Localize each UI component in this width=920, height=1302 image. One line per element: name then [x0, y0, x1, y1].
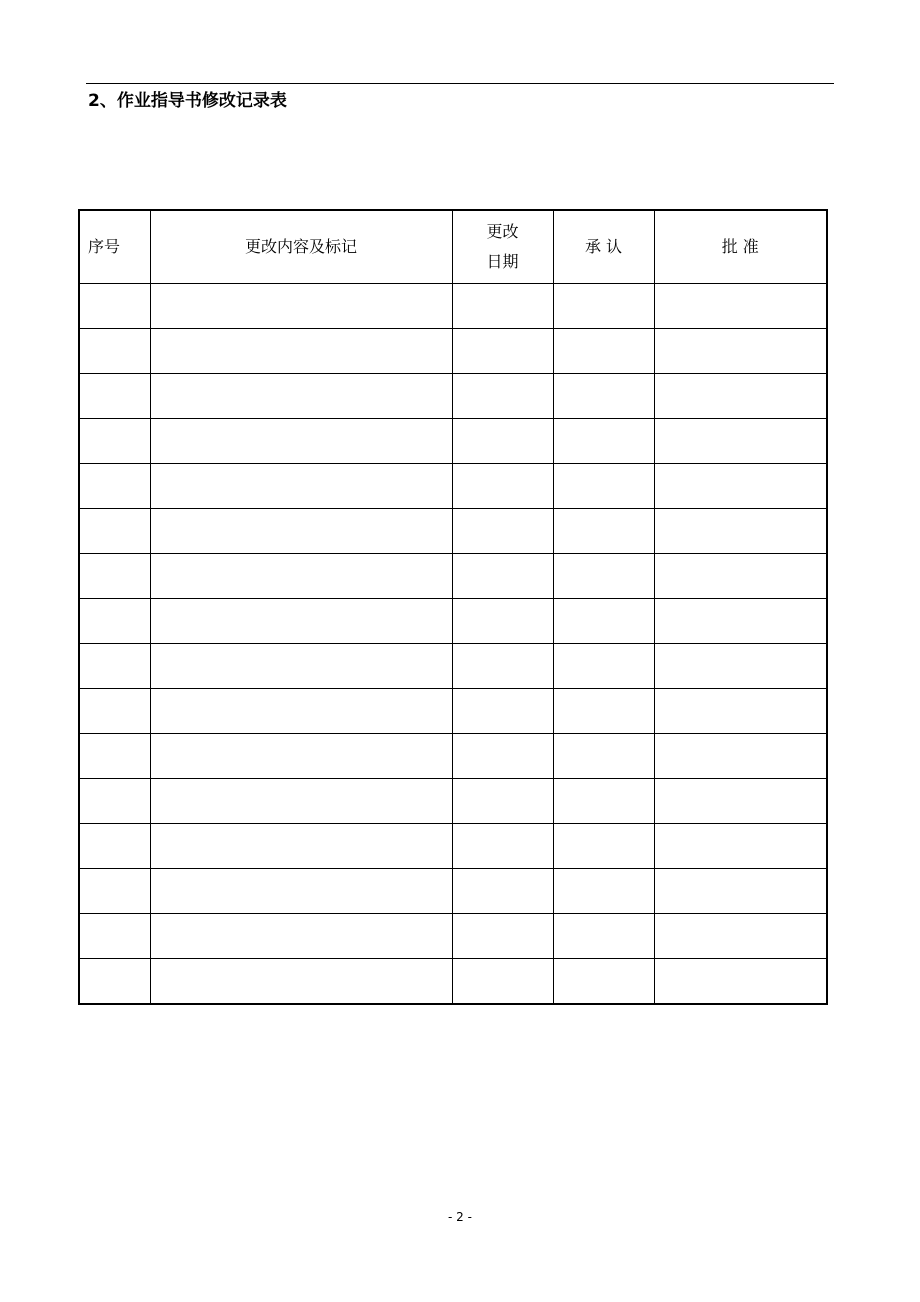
- cell-seq: [79, 554, 150, 599]
- cell-approve: [654, 689, 827, 734]
- cell-seq: [79, 779, 150, 824]
- cell-date: [452, 914, 553, 959]
- table-row: [79, 689, 827, 734]
- cell-date: [452, 554, 553, 599]
- table-header-row: [79, 210, 827, 284]
- cell-approve: [654, 374, 827, 419]
- cell-confirm: [553, 329, 654, 374]
- header-date-line1: 更改: [486, 222, 519, 241]
- header-content: 更改内容及标记: [150, 210, 452, 284]
- cell-seq: [79, 869, 150, 914]
- cell-content: [150, 284, 452, 329]
- cell-confirm: [553, 959, 654, 1005]
- header-approve: 批 准: [654, 210, 827, 284]
- cell-confirm: [553, 464, 654, 509]
- table-row: [79, 779, 827, 824]
- cell-approve: [654, 419, 827, 464]
- cell-approve: [654, 464, 827, 509]
- cell-confirm: [553, 599, 654, 644]
- cell-confirm: [553, 374, 654, 419]
- cell-approve: [654, 779, 827, 824]
- cell-seq: [79, 509, 150, 554]
- table-row: [79, 464, 827, 509]
- cell-date: [452, 959, 553, 1005]
- header-confirm: 承 认: [553, 210, 654, 284]
- table-row: [79, 329, 827, 374]
- cell-seq: [79, 734, 150, 779]
- cell-date: [452, 509, 553, 554]
- cell-confirm: [553, 689, 654, 734]
- table-row: [79, 869, 827, 914]
- cell-date: [452, 644, 553, 689]
- table-row: [79, 374, 827, 419]
- cell-content: [150, 329, 452, 374]
- cell-approve: [654, 959, 827, 1005]
- cell-approve: [654, 284, 827, 329]
- cell-seq: [79, 284, 150, 329]
- cell-seq: [79, 959, 150, 1005]
- cell-seq: [79, 599, 150, 644]
- revision-record-table: [78, 209, 828, 1005]
- cell-content: [150, 869, 452, 914]
- table-row: [79, 509, 827, 554]
- cell-date: [452, 734, 553, 779]
- cell-date: [452, 329, 553, 374]
- table-row: [79, 419, 827, 464]
- page-number: - 2 -: [448, 1210, 472, 1224]
- cell-approve: [654, 599, 827, 644]
- cell-approve: [654, 329, 827, 374]
- cell-content: [150, 734, 452, 779]
- table-row: [79, 644, 827, 689]
- cell-approve: [654, 869, 827, 914]
- cell-confirm: [553, 509, 654, 554]
- cell-approve: [654, 914, 827, 959]
- cell-approve: [654, 824, 827, 869]
- header-date: [452, 210, 553, 284]
- cell-approve: [654, 734, 827, 779]
- cell-date: [452, 689, 553, 734]
- cell-content: [150, 644, 452, 689]
- cell-seq: [79, 914, 150, 959]
- cell-confirm: [553, 824, 654, 869]
- cell-date: [452, 869, 553, 914]
- cell-approve: [654, 554, 827, 599]
- cell-date: [452, 284, 553, 329]
- cell-seq: [79, 689, 150, 734]
- table-body: [79, 284, 827, 1005]
- cell-seq: [79, 329, 150, 374]
- cell-seq: [79, 374, 150, 419]
- cell-seq: [79, 419, 150, 464]
- cell-seq: [79, 824, 150, 869]
- cell-confirm: [553, 869, 654, 914]
- cell-date: [452, 464, 553, 509]
- cell-approve: [654, 509, 827, 554]
- cell-date: [452, 374, 553, 419]
- cell-content: [150, 914, 452, 959]
- cell-content: [150, 689, 452, 734]
- table-row: [79, 914, 827, 959]
- table-row: [79, 959, 827, 1005]
- cell-confirm: [553, 284, 654, 329]
- table-row: [79, 284, 827, 329]
- cell-content: [150, 824, 452, 869]
- cell-date: [452, 419, 553, 464]
- table-row: [79, 599, 827, 644]
- cell-confirm: [553, 914, 654, 959]
- cell-content: [150, 554, 452, 599]
- cell-confirm: [553, 779, 654, 824]
- header-seq: 序号: [79, 210, 150, 284]
- table-row: [79, 554, 827, 599]
- header-date-line2: 日期: [486, 252, 519, 271]
- cell-confirm: [553, 554, 654, 599]
- cell-confirm: [553, 419, 654, 464]
- cell-content: [150, 464, 452, 509]
- cell-approve: [654, 644, 827, 689]
- cell-content: [150, 419, 452, 464]
- cell-date: [452, 599, 553, 644]
- cell-date: [452, 779, 553, 824]
- cell-content: [150, 599, 452, 644]
- section-title: 2、作业指导书修改记录表: [88, 91, 287, 111]
- header-rule: [86, 83, 834, 84]
- cell-confirm: [553, 644, 654, 689]
- cell-seq: [79, 644, 150, 689]
- cell-confirm: [553, 734, 654, 779]
- cell-seq: [79, 464, 150, 509]
- table-row: [79, 734, 827, 779]
- cell-content: [150, 959, 452, 1005]
- cell-date: [452, 824, 553, 869]
- cell-content: [150, 779, 452, 824]
- cell-content: [150, 509, 452, 554]
- table-row: [79, 824, 827, 869]
- cell-content: [150, 374, 452, 419]
